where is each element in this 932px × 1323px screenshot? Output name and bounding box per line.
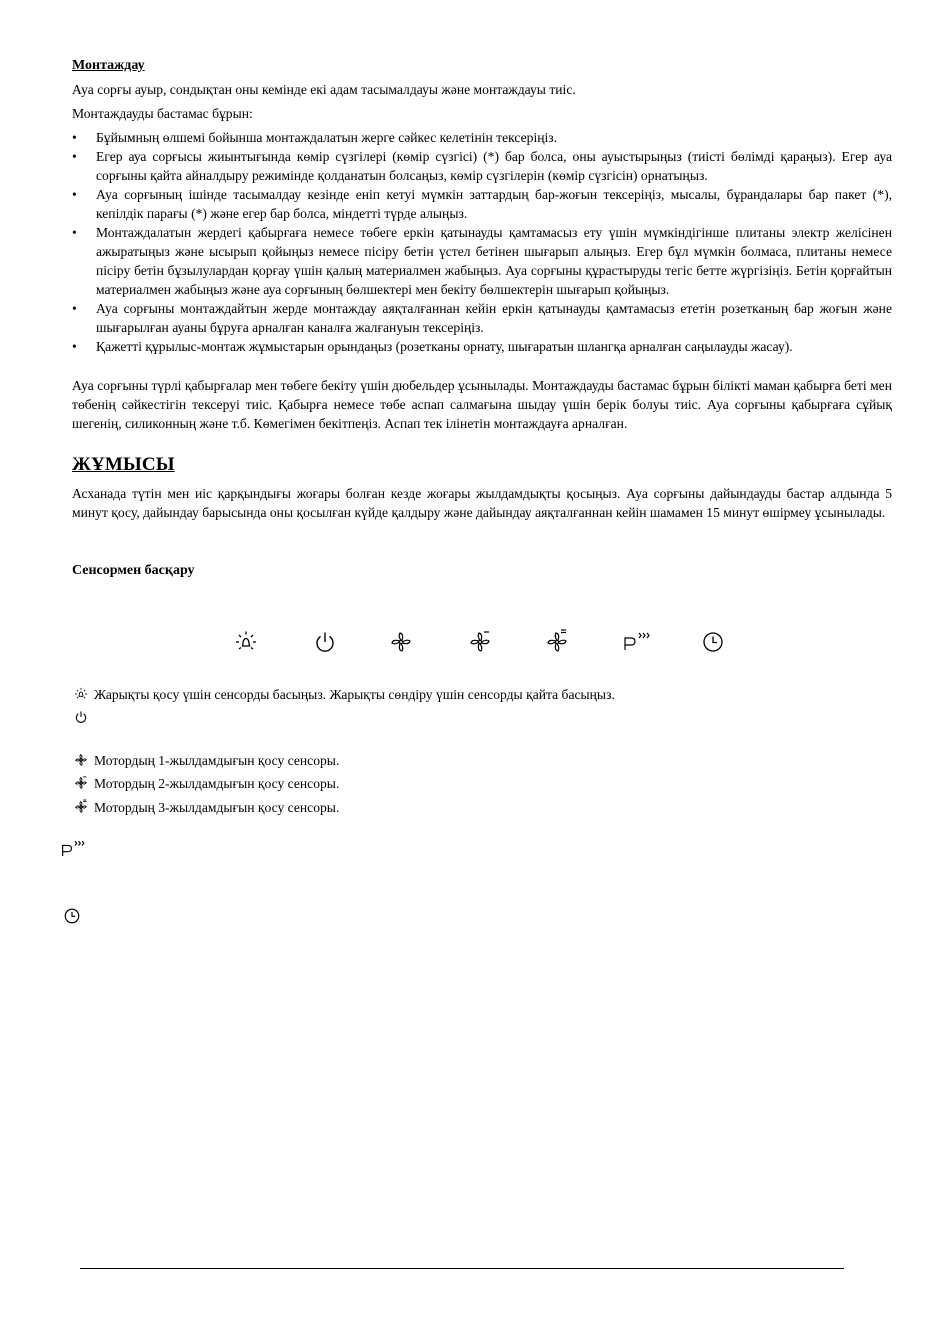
fan-speed-3-icon[interactable] [543, 628, 571, 656]
bullet-text: Егер ауа сорғысы жиынтығында көмір сүзгілері (көмір сүзгісі) (*) бар болса, оны ауыстырыңыз (тиісті бөлімді қараңыз). Егер ауа сорғыны қайта айналдыру режимінде қолданатын болсаңыз, көмір сүзгілерін (көмір сүзгісін) орнатыңыз. [96, 149, 892, 183]
bullet-text: Қажетті құрылыс-монтаж жұмыстарын орындаңыз (розетканы орнату, шығаратын шлангқа арналған саңылауды жасау). [96, 339, 793, 354]
power-icon[interactable] [311, 628, 339, 656]
operation-intro: Асханада түтін мен иіс қарқындығы жоғары болған кезде жоғары жылдамдықты қосыңыз. Ауа сорғыны дайындауды бастар алдында 5 минут қосу, дайындау барысында оны қосылған күйде қалдыру және дайындау аяқталғаннан кейін шамамен 15 минут өшірмеу ұсынылады. [72, 486, 892, 520]
light-description [72, 684, 615, 704]
fan-speed-3-icon [72, 798, 90, 816]
list-item [72, 337, 892, 356]
timer-icon [63, 907, 81, 925]
fan-speed-2-icon[interactable] [466, 628, 494, 656]
installation-closing: Ауа сорғыны түрлі қабырғалар мен төбеге бекіту үшін дюбельдер ұсынылады. Монтаждауды бастамас бұрын білікті маман қабырға беті мен төбенің сәйкестігін тексеруі тиіс. Қабырға немесе төбе аспап салмағына шыдау үшін берік болуы тиіс. Ауа сорғыны қабырғаға сұйық шегенің, силиконның және т.б. Көмегімен бекітпеңіз. Аспап тек ілінетін монтаждауға арналған. [72, 378, 892, 431]
installation-before-label: Монтаждауды бастамас бұрын: [72, 106, 253, 121]
bullet-icon: • [72, 301, 77, 316]
installation-intro: Ауа сорғы ауыр, сондықтан оны кемінде екі адам тасымалдауы және монтаждауы тиіс. [72, 82, 576, 97]
bullet-icon: • [72, 187, 77, 202]
fan-speed-1-icon[interactable] [387, 628, 415, 656]
bullet-text: Бұйымның өлшемі бойынша монтаждалатын жерге сәйкес келетінін тексеріңіз. [96, 130, 558, 145]
timer-icon[interactable] [699, 628, 727, 656]
bullet-icon: • [72, 130, 77, 145]
power-boost-icon [60, 838, 90, 860]
light-icon [72, 685, 90, 703]
list-item [72, 147, 892, 185]
bullet-text: Ауа сорғыны монтаждайтын жерде монтаждау аяқталғаннан кейін еркін қатынауды қамтамасыз ететін розетканың бар жоғын және шығарылған ауаны бұруға арналған каналға жалғануын тексеріңіз. [96, 301, 892, 335]
list-item [72, 223, 892, 299]
power-description [72, 707, 94, 727]
speed-1-description-text: Мотордың 1-жылдамдығын қосу сенсоры. [94, 752, 340, 768]
fan-speed-2-icon [72, 774, 90, 792]
installation-bullet-list [72, 128, 892, 356]
light-icon[interactable] [232, 628, 260, 656]
speed-2-description-text: Мотордың 2-жылдамдығын қосу сенсоры. [94, 775, 340, 791]
operation-title: ЖҰМЫСЫ [72, 454, 175, 475]
sensor-control-title: Сенсормен басқару [72, 563, 195, 578]
speed-1-description [72, 750, 339, 770]
power-icon [72, 708, 90, 726]
bullet-text: Ауа сорғының ішінде тасымалдау кезінде еніп кетуі мүмкін заттардың бар-жоғын тексеріңіз, мысалы, бұрандалары бар пакет (*), кепілдік парағы (*) және егер бар болса, міндетті түрде алыңыз. [96, 187, 892, 221]
fan-speed-1-icon [72, 751, 90, 769]
installation-title: Монтаждау [72, 58, 145, 73]
timer-description [63, 907, 81, 925]
list-item [72, 128, 892, 147]
speed-3-description-text: Мотордың 3-жылдамдығын қосу сенсоры. [94, 799, 340, 815]
bullet-icon: • [72, 225, 77, 240]
bullet-icon: • [72, 149, 77, 164]
bullet-text: Монтаждалатын жердегі қабырғаға немесе төбеге еркін қатынауды қамтамасыз ету үшін мүмкіндігінше плитаны электр желісінен ажыратыңыз және ысырып қойыңыз немесе пісіру бетін үстел бетінен шығарып алыңыз. Егер бұл мүмкін болмаса, плитаны немесе пісіру бетін бұзылулардан қорғау үшін қалың материалмен жабыңыз. Ауа сорғыны құрастыруды тегіс бетте жүргізіңіз. Бетін қорғайтын материалмен жабыңыз және ауа сорғының бөлшектері мен бекіту бөлшектерін шығарып қойыңыз. [96, 225, 892, 297]
bullet-icon: • [72, 339, 77, 354]
light-description-text: Жарықты қосу үшін сенсорды басыңыз. Жарықты сөндіру үшін сенсорды қайта басыңыз. [94, 686, 615, 702]
power-boost-icon[interactable] [622, 628, 656, 656]
list-item [72, 185, 892, 223]
speed-3-description [72, 797, 339, 817]
list-item [72, 299, 892, 337]
speed-2-description [72, 773, 339, 793]
footer-divider [80, 1268, 844, 1269]
power-boost-description [60, 838, 90, 860]
